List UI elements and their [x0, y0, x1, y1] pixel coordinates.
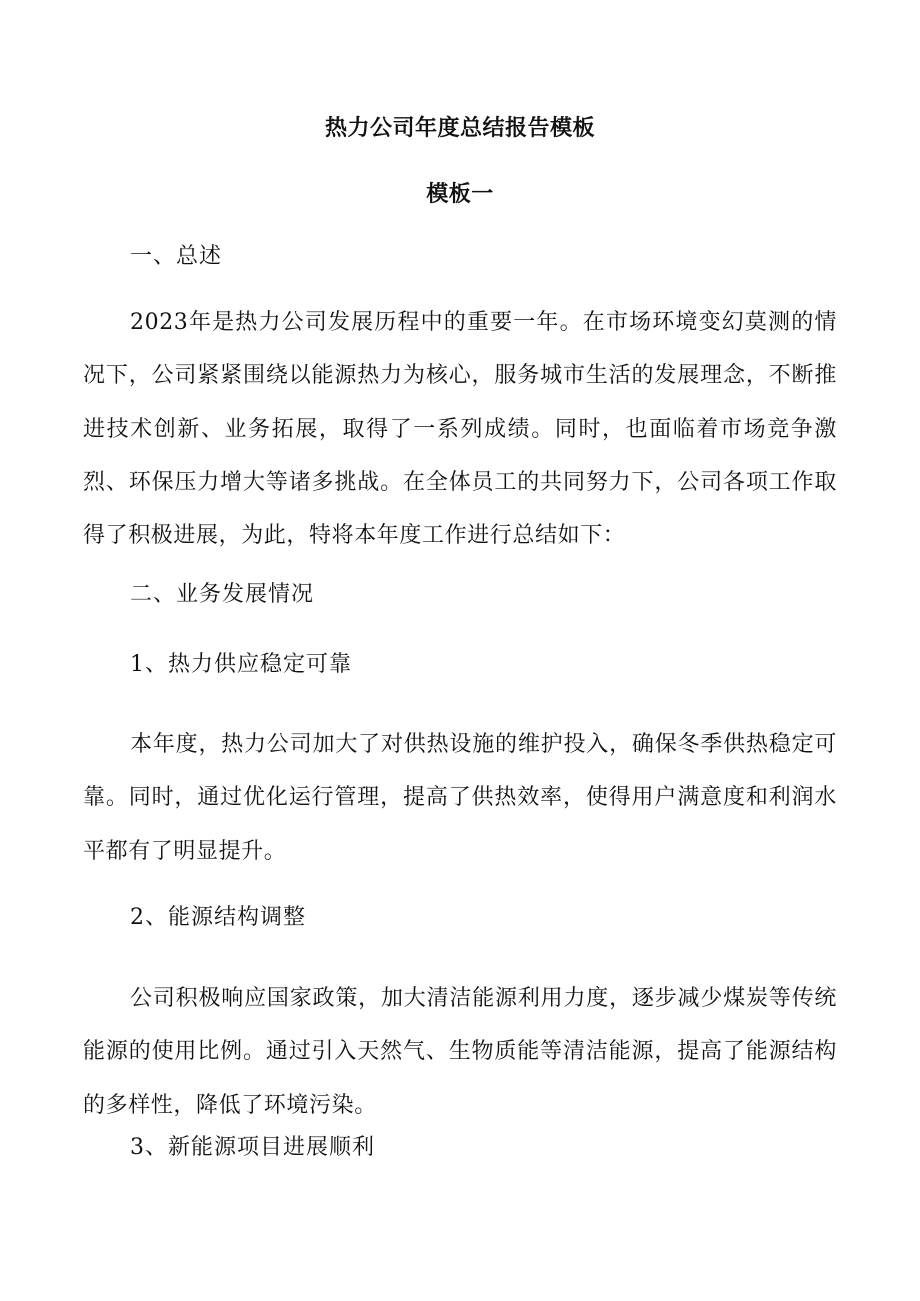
paragraph-heat-supply: 本年度，热力公司加大了对供热设施的维护投入，确保冬季供热稳定可靠。同时，通过优化运行管理，提高了供热效率，使得用户满意度和利润水平都有了明显提升。 [83, 732, 837, 864]
paragraph-overview: 2023年是热力公司发展历程中的重要一年。在市场环境变幻莫测的情况下，公司紧紧围绕以能源热力为核心，服务城市生活的发展理念，不断推进技术创新、业务拓展，取得了一系列成绩。同时，也面临着市场竞争激烈、环保压力增大等诸多挑战。在全体员工的共同努力下，公司各项工作取得了积极进展，为此，特将本年度工作进行总结如下： [83, 310, 837, 549]
section-heading-overview: 一、总述 [130, 244, 223, 269]
subsection-heading-new-energy: 3、新能源项目进展顺利 [130, 1135, 375, 1160]
subsection-heading-energy-structure: 2、能源结构调整 [130, 905, 306, 930]
paragraph-energy-structure: 公司积极响应国家政策，加大清洁能源利用力度，逐步减少煤炭等传统能源的使用比例。通过引入天然气、生物质能等清洁能源，提高了能源结构的多样性，降低了环境污染。 [83, 986, 837, 1118]
subsection-heading-heat-supply: 1、热力供应稳定可靠 [130, 652, 352, 677]
document-subtitle: 模板一 [426, 182, 494, 207]
section-heading-business: 二、业务发展情况 [130, 582, 315, 607]
document-title: 热力公司年度总结报告模板 [324, 116, 595, 141]
